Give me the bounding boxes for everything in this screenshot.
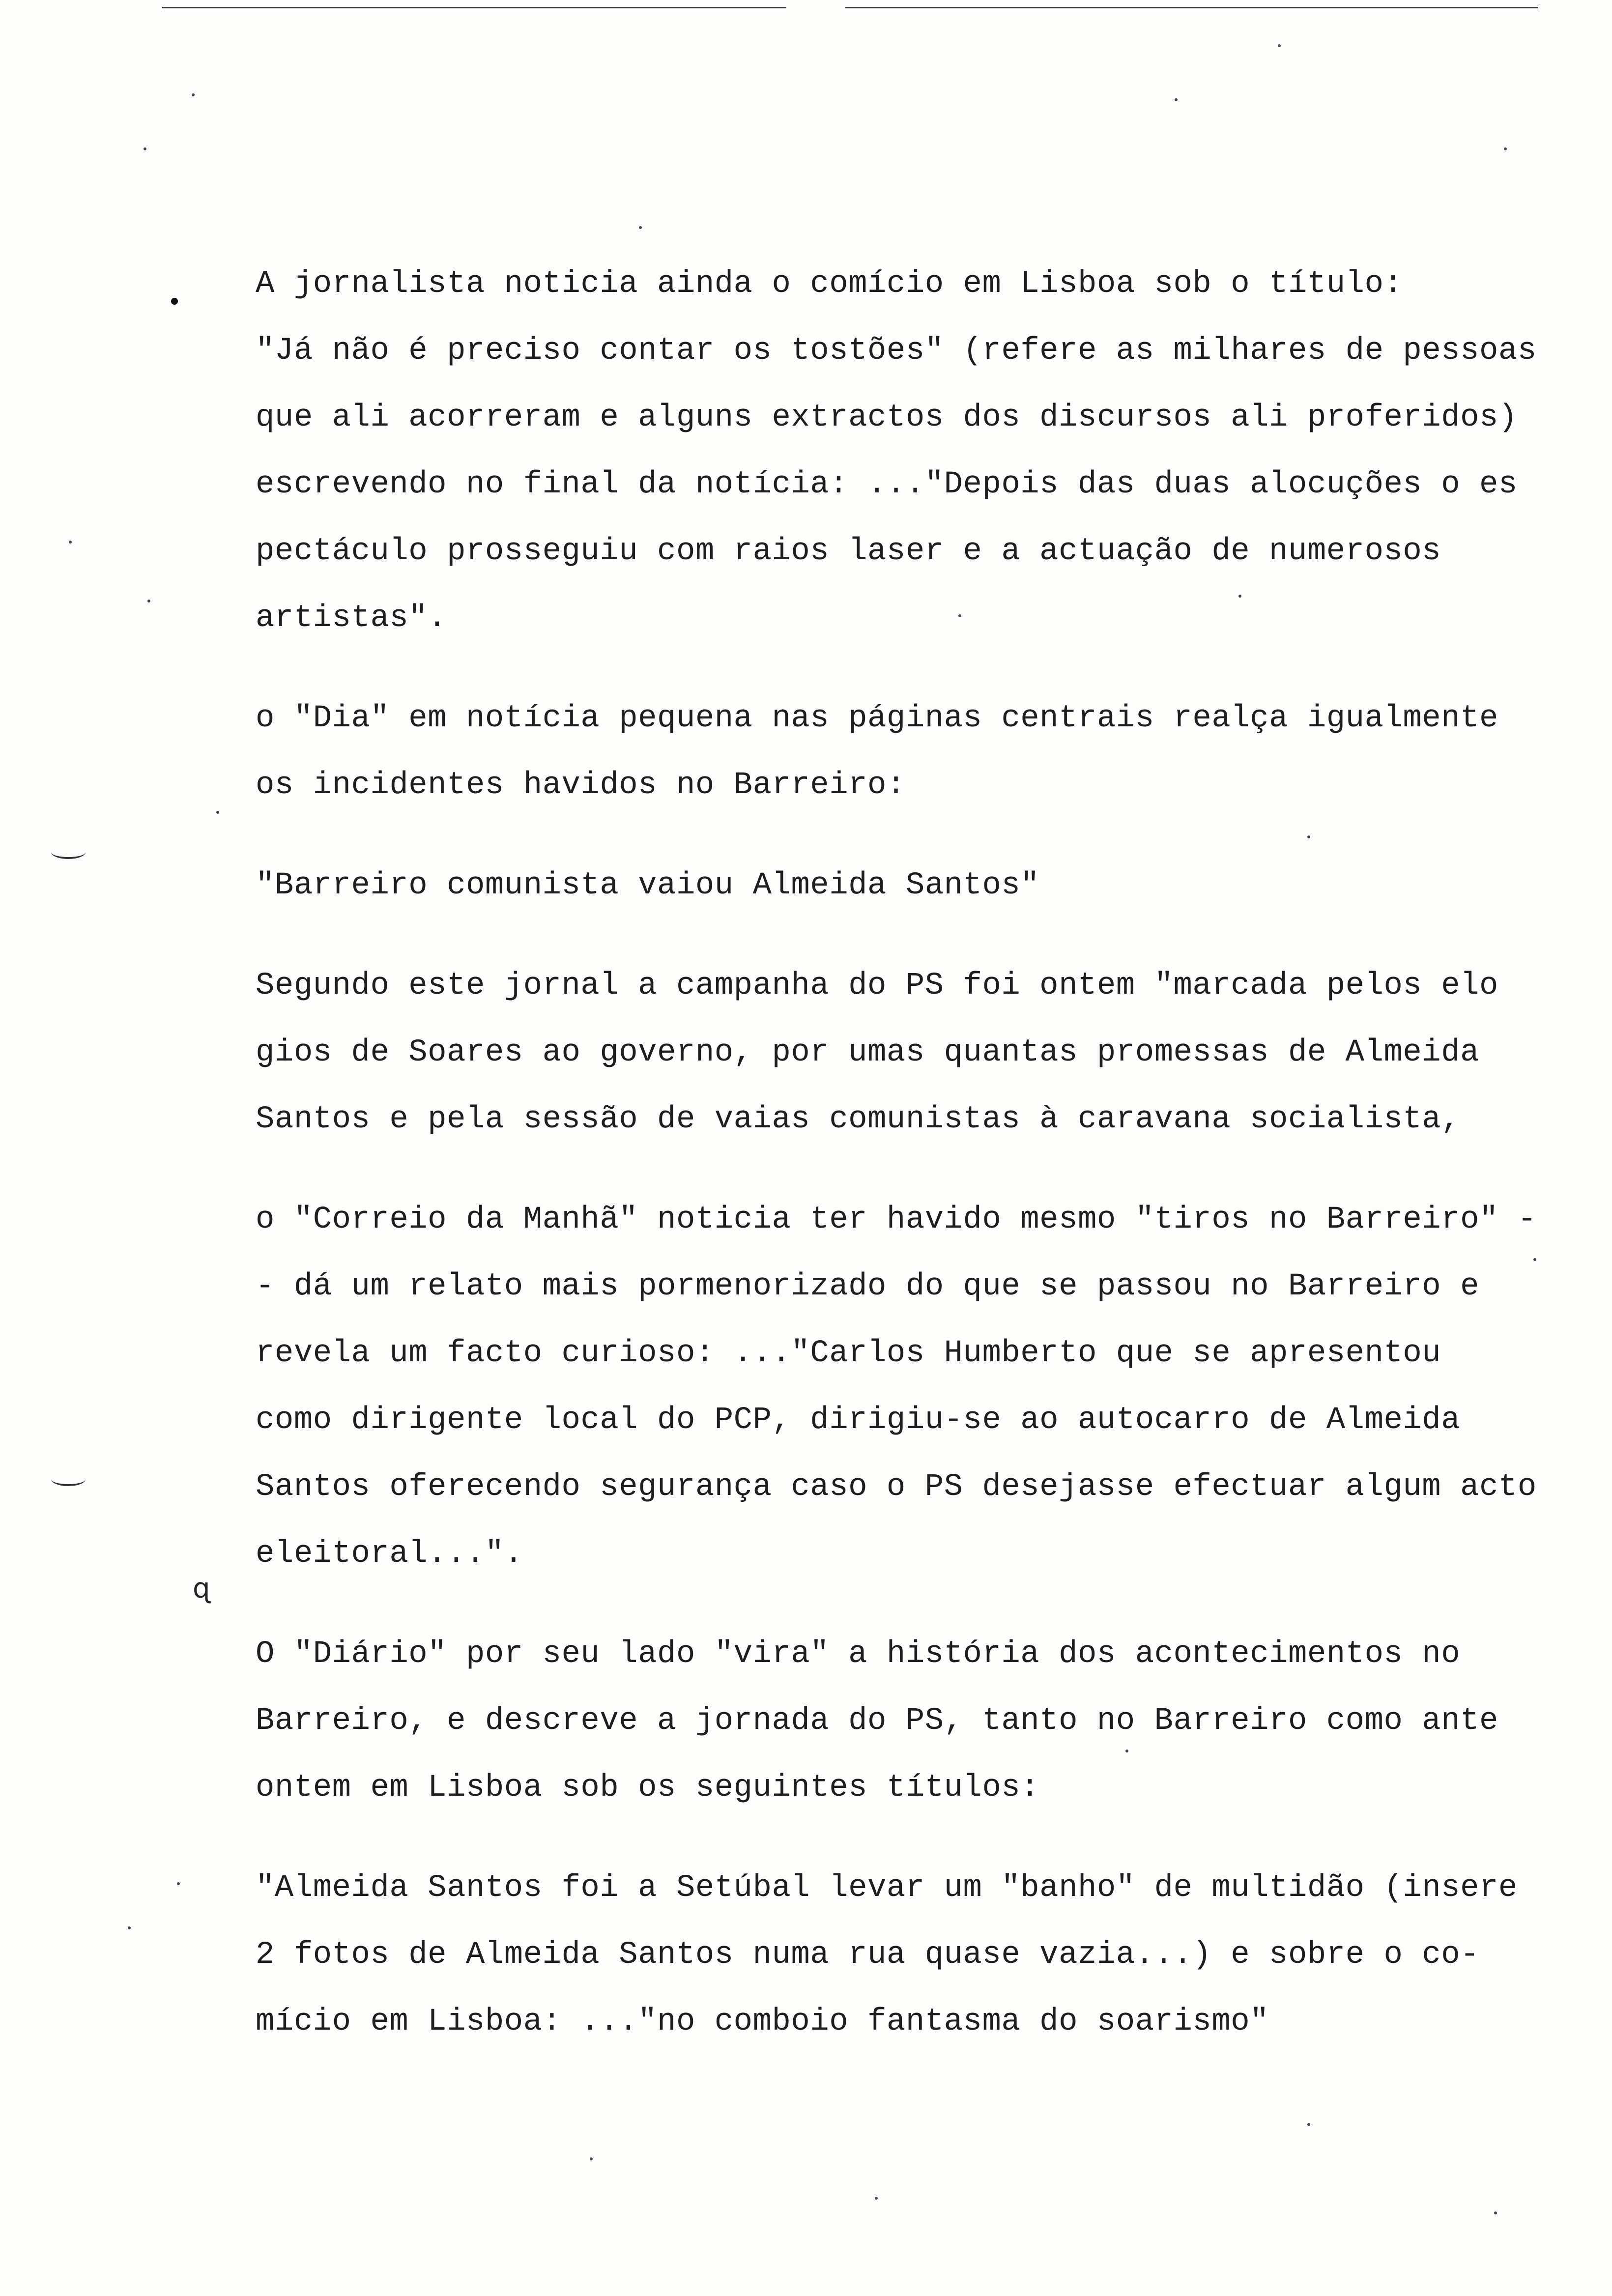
scan-speck <box>69 541 72 544</box>
text-line: O "Diário" por seu lado "vira" a história dos acontecimentos no <box>256 1636 1461 1672</box>
scan-speck <box>1175 98 1178 101</box>
text-line: "Já não é preciso contar os tostões" (refere as milhares de pessoas <box>256 333 1537 369</box>
paragraph <box>256 1621 1592 1821</box>
scan-speck <box>590 2157 593 2160</box>
text-line: escrevendo no final da notícia: ..."Depois das duas alocuções o es <box>256 467 1518 502</box>
paragraph <box>256 1186 1592 1587</box>
top-rule-left <box>162 7 786 8</box>
text-line: - dá um relato mais pormenorizado do que se passou no Barreiro e <box>256 1269 1479 1304</box>
scan-speck <box>1504 147 1507 150</box>
paragraph <box>256 952 1592 1153</box>
text-line: o "Dia" em notícia pequena nas páginas centrais realça igualmente <box>256 701 1498 736</box>
text-line: artistas". <box>256 601 447 636</box>
text-line: A jornalista noticia ainda o comício em Lisboa sob o título: <box>256 266 1403 302</box>
document-body <box>256 251 1592 2055</box>
scan-speck <box>177 1882 180 1885</box>
scan-speck <box>171 298 178 305</box>
text-line: gios de Soares ao governo, por umas quantas promessas de Almeida <box>256 1035 1479 1070</box>
text-line: que ali acorreram e alguns extractos dos discursos ali proferidos) <box>256 400 1518 435</box>
punch-hole-mark <box>51 1472 86 1486</box>
paragraph <box>256 251 1592 652</box>
text-line: 2 fotos de Almeida Santos numa rua quase vazia...) e sobre o co- <box>256 1937 1479 1973</box>
text-line: ontem em Lisboa sob os seguintes títulos: <box>256 1770 1040 1806</box>
paragraph <box>256 852 1592 919</box>
scan-speck <box>1278 44 1281 47</box>
text-line: o "Correio da Manhã" noticia ter havido mesmo "tiros no Barreiro" - <box>256 1202 1537 1237</box>
scan-speck <box>1494 2211 1497 2214</box>
text-line: Segundo este jornal a campanha do PS foi ontem "marcada pelos elo <box>256 968 1498 1004</box>
text-line: "Almeida Santos foi a Setúbal levar um "banho" de multidão (insere <box>256 1870 1518 1906</box>
paragraph <box>256 1855 1592 2055</box>
text-line: Santos oferecendo segurança caso o PS desejasse efectuar algum acto <box>256 1469 1537 1505</box>
text-line: os incidentes havidos no Barreiro: <box>256 768 906 803</box>
text-line: Barreiro, e descreve a jornada do PS, tanto no Barreiro como ante <box>256 1703 1498 1739</box>
text-line: Santos e pela sessão de vaias comunistas à caravana socialista, <box>256 1102 1461 1137</box>
scan-speck <box>147 600 150 603</box>
text-line: pectáculo prosseguiu com raios laser e a actuação de numerosos <box>256 534 1441 569</box>
paragraph <box>256 685 1592 819</box>
text-line: como dirigente local do PCP, dirigiu-se ao autocarro de Almeida <box>256 1403 1461 1438</box>
headline-quote: "Barreiro comunista vaiou Almeida Santos" <box>256 868 1040 903</box>
scan-speck <box>216 811 219 814</box>
scan-speck <box>875 2197 878 2200</box>
ink-mark: ɋ <box>193 1573 210 1605</box>
punch-hole-mark <box>51 845 86 859</box>
text-line: mício em Lisboa: ..."no comboio fantasma do soarismo" <box>256 2004 1269 2039</box>
top-rule-right <box>845 7 1538 8</box>
scan-speck <box>1307 2123 1310 2126</box>
text-line: eleitoral...". <box>256 1536 523 1572</box>
scan-speck <box>192 93 195 96</box>
scan-speck <box>639 226 642 229</box>
scan-speck <box>128 1926 131 1929</box>
scan-speck <box>144 147 146 150</box>
text-line: revela um facto curioso: ..."Carlos Humberto que se apresentou <box>256 1336 1441 1371</box>
